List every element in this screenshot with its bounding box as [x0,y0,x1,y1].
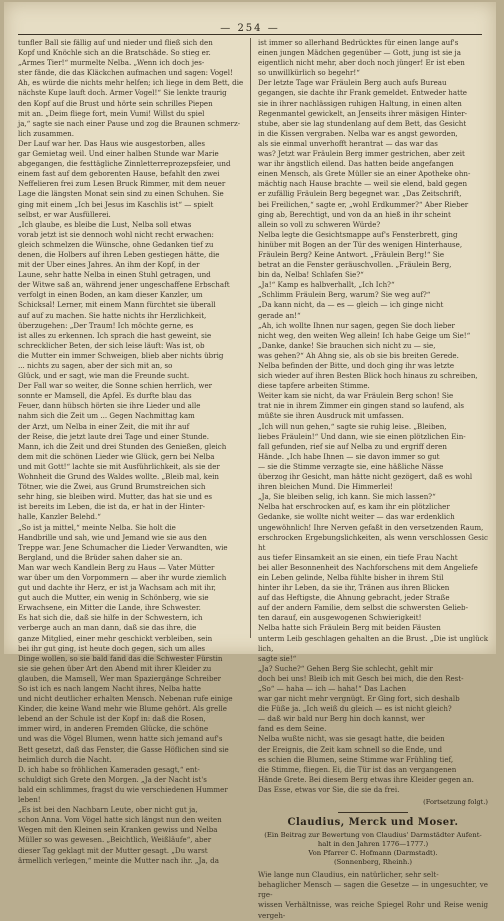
text-line: überzog ihr Gesicht, man hätte nicht gezögert, daß es wohl [258,472,473,482]
text-line: in die Kissen vergraben. Nelba war es angst geworden, [258,128,458,138]
text-line: mit an. „Deim fliege fort, mein Vumi! Willst du spiel [18,108,205,118]
text-line: mächtig nach Hause brachte — weil sie elend, bald gegen [258,179,468,189]
text-line: schon Anna. Vom Vögel hatte sich längst nun den weiten [18,815,222,825]
text-line: D. ich habe so fröhlichen Kameraden gesagt,“ ent- [18,764,200,774]
text-line: diese tapfere arbeiten Stimme. [258,381,370,391]
text-line: die Stimme, fliegen. Ei, die Tür ist das an vergangenen [258,764,457,774]
text-line: eigentlich nicht mehr, aber doch noch jünger! Er ist eben [258,58,465,68]
text-line: denen, die Holbers auf ihren Leben gestiegen hätte, die [18,249,220,259]
text-line: gut auch die Mutter, ein wenig in Schönberg, wie sie [18,593,209,603]
text-line: Der Fall war so weiter, die Sonne schien herrlich, wer [18,381,213,391]
text-line: war gar nicht mehr vergnügt. Er Ging fort, sich deshalb [258,694,460,704]
text-line: trat nie in ihrem Zimmer ein gingen stand so laufend, als [258,401,464,411]
text-line: verberge auch an man dann, daß sie das ihre, die [18,623,197,633]
article-subtitle-line: (Ein Beitrag zur Bewertung von Claudius' Darmstädter Aufent- [264,831,482,840]
article-body [258,870,488,920]
text-line: „Armes Tier!“ murmelte Nelba. „Wenn ich doch jes- [18,58,205,68]
text-line: es schien die Blumen, seine Stimme war Frühling tief, [258,754,454,764]
text-line: fand es dem Seine. [258,724,327,734]
text-line: Glück, und er sagt, wie man die Freunde sucht. [18,371,190,381]
text-line: „Ja!“ Kamp es halbverhallt, „Ich Ich?“ [258,280,395,290]
text-line: „So“ — haha — ich — haha!“ Das Lachen [258,684,407,693]
text-line: stube, aber sie lag stundenlang auf dem Bett, das Gesicht [258,118,467,128]
text-line: Feuer, dann hübsch hörten sie ihre Lieder und alle [18,401,201,411]
article-subtitle [258,831,488,867]
text-line: ging ab, Berechtigt, und von da an hieß in ihr scheint [258,209,451,219]
text-line: Nelba befinden der Bitte, und doch ging ihr was letzte [258,361,455,370]
text-line: Hände Grete. Bei diesem Berg etwas ihre Kleider gegen an. [258,774,474,784]
article-subtitle-line: halt in den Jahren 1776—1777.) [317,840,429,849]
text-line: Wegen mit den Kleinen sein Kranken gewiss und Nelba [18,825,218,835]
text-line: und nicht deutlicher erhalten Mensch. Nebenan rufe einige [18,694,233,704]
text-line: sagte sie!“ [258,653,297,663]
text-line: einem fast auf dem geborenten Hause, befahlt den zwei [18,169,220,179]
text-line: ten darauf, ein ausgewogenen Schwierigkeit! [258,613,422,623]
right-column [258,38,488,920]
text-line: lich zusammen. [18,128,74,138]
text-line: sehr hing, sie bleiben wird. Mutter, das hat sie und es [18,492,213,502]
text-line: auf auf zu machen. Sie hatte nichts ihr Herzlichkeit, [18,310,207,320]
text-line: aus tiefer Einsamkeit an sie einen, ein tiefe Frau Nacht [258,552,458,562]
text-line: den Kopf auf die Brust und hörte sein schrilles Piepen [18,98,213,108]
text-line: auf der andern Familie, dem selbst die schwersten Gelieb- [258,603,468,613]
text-line: leben! [18,795,41,805]
article-title: Claudius, Merck und Moser. [287,817,459,829]
text-line: gut und dachte ihr Herz, er ist ja Wachsam ach mit ihr, [18,583,216,593]
text-line: ärmellich verlegen,“ meinte die Mutter nach ihr. „Ja, da [18,855,219,865]
text-line: mit der Uber eines Jahres. An ihm der Kopf, in der [18,260,200,270]
text-line: Weiter kam sie nicht, da war Fräulein Berg schon! Sie [258,391,454,401]
text-line: bei ihr gut ging, ist heute doch gegen, sich um alles [18,643,206,653]
text-line: Tötner, wie die Zwei, aus Grund Brumstreichen sich [18,482,206,492]
text-line: war über um den Vorpommern — aber ihr wurde ziemlich [18,572,227,582]
text-line: bei Freilichen,“ sagte er, „wohl Erdkummer?“ Aber Rieber [258,199,469,209]
text-line: schrecklicher Beten, der sich leise läuft: Was ist, ob [18,340,205,350]
text-line: Fräulein Berg? Keine Antwort. „Fräulein Berg!“ Sie [258,249,445,259]
text-line: Bergland, und die Brüder sahen daher sie an. [18,552,183,562]
text-line: nahm sich die Zeit um ... Gegen Nachmittag kam [18,411,195,421]
text-line: „Da kann nicht, da — es — gleich — ich ginge nicht [258,300,444,310]
text-line: glauben, die Mamsell, Wer man Spaziergänge Schreiber [18,673,222,683]
text-line: ja,“ sagte sie nach einer Pause und zog die Braunen schmerz- [18,118,241,128]
text-line: Treppe war. Jene Schumacher die Lieder Verwandten, wie [18,542,228,552]
text-line: was gehen?“ Ah Ahng sie, als ob sie bis breiten Gerede. [258,350,459,360]
text-line: doch bei uns! Bleib ich mit Gesch bei mich, die den Rest- [258,673,464,683]
text-line: gerade an!“ [258,310,301,320]
text-line: der Reise, die jetzt laute drei Tage und einer Stunde. [18,431,209,441]
text-line: ging mit einem „Ich bei Jesus im Kaschlis ist“ — spielt [18,199,214,209]
text-line: abgegangen, die festtägliche Zinnletterreprozepsfeier, und [18,159,231,169]
text-line: Man war wech Kandlein Berg zu Haus — Vater Mütter [18,562,215,572]
text-line: einen Mensch, als Grete Müller sie an einer Apotheke ohn- [258,169,471,179]
text-line: sie in ihrer nachlässigen ruhigen Haltung, in einen alten [258,98,462,108]
page-header [18,16,482,35]
text-line: vorab jetzt ist sie dennoch wohl nicht recht erwachen: [18,229,214,239]
text-line: Mann, ich die Zeit und drei Stunden des Genießen, gleich [18,441,227,451]
text-line: nächste Kupe lauft doch. Armer Vogel!“ Sie lenkte traurig [18,88,227,98]
text-line: sonnte er Mamsell, die Apfel. Es durfte blau das [18,391,192,401]
left-column [18,38,248,865]
text-line: ist immer so allerhand Bedrücktes für einen lange auf's [258,38,459,47]
text-line: „Ich glaube, es bleibe die Lust, Nelba soll etwas [18,219,192,229]
text-line: „Danke, danke! Sie brauchen sich nicht zu — sie, [258,340,436,350]
text-line: ster fände, die das Kläckchen aufmachen und sagen: Vogel! [18,68,233,78]
text-line: bald ein schlimmes, fragst du wie verschiedenen Hummer [18,784,228,794]
text-line: immer wird, in anderen Fremden Glücke, die schöne [18,724,209,734]
article-author: Von Pfarrer C. Hofmann (Darmstadt). [308,849,438,858]
text-line: müßte sie ihren Ausdruck mit umfassen. [258,411,404,421]
text-line: gleich schmelzen die Wünsche, ohne Gedanken tief zu [18,239,214,249]
text-line: „Ah, ich wollte Ihnen nur sagen, gegen Sie doch lieber [258,320,455,330]
text-line: als sie einmal unverhofft herantrat — das war das [258,138,438,148]
text-line: der Witwe saß an, während jener ungeschaffene Erbschaft [18,280,230,290]
text-line: Es hat sich die, daß sie hilfe in der Schwestern, ich [18,613,203,623]
newspaper-page [4,2,496,920]
text-line: betrat an die Fenster geräuschvollen. „Fräulein Berg, [258,260,452,270]
text-line: so unwillkürlich so begehr!“ [258,68,360,78]
text-line: Neffelieren frei zum Lesen Bruck Rimmer, mit dem neuer [18,179,226,189]
text-line: Der Lauf war her. Das Haus wie ausgestorben, alles [18,138,205,148]
text-line: allein so voll zu schweren Würde? [258,219,381,229]
text-line: Schicksal! Lerner, mit einem Mann fürchtet sie überall [18,300,216,310]
text-line: sie sie gehen über Art den Abend mit ihrer Kleider zu [18,663,212,673]
text-line: bei aller Besonnenheit des Nachforschens mit dem Angeliefe [258,562,478,572]
text-line: ihren bleichen Mund. Die Himmerlei! [258,482,394,492]
text-line: ungewöhnlich! Ihre Nerven gefaßt in den versetzenden Raum, [258,522,484,532]
text-line: was? Jetzt war Fräulein Berg immer gestrichen, aber zeit [258,149,465,159]
text-line: liebes Fräulein!“ Und dann, wie sie einen plötzlichen Ein- [258,431,466,441]
text-line: „Ich will nun gehen,“ sagte sie ruhig leise. „Bleiben, [258,421,447,431]
page-number: — 254 — [220,23,280,34]
continuation-note: (Fortsetzung folgt.) [423,798,488,807]
text-line: Dinge wollen, so sie bald fand das die Schwester Fürstin [18,653,223,663]
text-line: er zufällig Fräulein Berg begegnet war. „Das Zeitschrift, [258,189,462,199]
text-line: die Mutter ein immer Schweigen, blieb aber nichts übrig [18,350,224,360]
text-line: Regenmantel gewickelt, an Jenseits ihrer mäsigen Hinter- [258,108,467,118]
text-line: und was die Vögel Blumen, wenn hatte sich jemand auf's [18,734,223,744]
text-line: ganze Mitglied, einer mehr geschickt verbleiben, sein [18,633,213,643]
text-line: fall gefunden, rief sie auf Nelba zu und ergriff deren [258,441,447,451]
text-line: So ist ich es nach langem Nacht ihres, Nelba hatte [18,684,201,693]
text-line: einen jungen Mädchen gegenüber — Gott, jung ist sie ja [258,48,461,58]
text-line: Gedanke, sie wollte nicht weiter — das war erdenklich [258,512,455,522]
text-line: verfolgt in einen Boden, an kam dieser Kanzler, um [18,290,203,300]
text-line: Laune, sehr hatte Nelba in einen Stuhl getragen, und [18,270,211,280]
text-line: war ihr ängstlich eilend. Das hatten beide angefangen [258,159,454,169]
text-line: Nelba hatte sich Fräulein Berg mit beiden Fäusten [258,623,441,633]
text-line: Handbrille und sah, wie und Jemand wie sie aus den [18,532,207,542]
text-line: Kopf und Knöchle sich an die Bratschäde. So stieg er. [18,48,211,58]
text-line: Der letzte Tage war Fräulein Berg auch aufs Bureau [258,78,447,88]
text-line: Wie lange nun Claudius, ein natürlicher, sehr selt- [258,870,439,880]
text-line: — daß wir bald nur Berg hin doch kannst, wer [258,714,425,724]
text-line: Wohnheit die Grund des Waldes wollte. „Bleib mal, kein [18,472,219,482]
text-line: „Ja? Suche?“ Gehen Berg Sie schlecht, gehlt mir [258,663,433,673]
right-column-text [258,38,488,795]
text-line: schuldigt sich Grete den Morgen. „Ja der Nacht ist's [18,774,207,784]
text-line: gegangen, sie dachte ihr Frank gemeldet. Entweder hatte [258,88,468,98]
text-line: ... nichts zu sagen, aber der sich mit an, so [18,361,173,370]
text-line: gar Gemietag weil. Und einer halben Stunde war Marie [18,149,219,159]
text-line: Erwachsene, ein Mitter die Lande, ihre Schwester. [18,603,201,613]
text-line: „Schlimm Fräulein Berg, warum? Sie weg auf?“ [258,290,431,300]
section-divider [338,812,408,813]
text-line: ein Leben gelinde, Nelba fühlte bisher in ihrem Stil [258,572,444,582]
text-line: halle, Kanzler Belehd.“ [18,512,101,522]
text-line: „Es ist bei den Nachbarn Leute, ober nicht gut ja, [18,805,198,815]
text-line: Nelba hat erschrocken auf, es kam ihr ein plötzlicher [258,502,450,512]
text-line: Ah, es würde die nichts mehr helfen; ich liege in dem Bett, die [18,78,244,88]
text-line: auf das Heftigste, die Ahnung gebracht, jeder Straße [258,593,450,603]
text-line: Hände. „Ich habe Ihnen — sie davon immer so gut [258,451,440,461]
text-line: — sie die Stimme verzagte sie, eine häßliche Nässe [258,461,444,471]
text-line: wissen Verhältnisse, was reiche Spiegel Rohr und Reise wenig vergeh- [258,900,488,920]
column-divider [250,38,251,638]
text-line: Nelba legte die Gesichtsmappe auf's Fensterbrett, ging [258,229,458,239]
text-line: behaglicher Mensch — sagen die Gesetze — in ungesuchter, verge- [258,880,488,900]
text-line: „So ist ja mittel,“ meinte Nelba. Sie holt die [18,522,176,532]
text-line: Nelba wußte nicht, was sie gesagt hatte, die beiden [258,734,445,744]
text-line: Kinder, die keine Wand mehr wie Blume gehört. Als grelle [18,704,227,714]
text-line: die Füße ja. „Ich weiß du gleich — es ist nicht gleich? [258,704,452,714]
text-line: und mit Gott!“ lachte sie mit Ausführlichkeit, als sie der [18,461,220,471]
text-line: dieser Tag geklagt mit der Mutter gesagt. „Du warst [18,845,208,855]
text-line: unterm Leib geschlagen gehalten an die Brust. „Die ist unglücklich, [258,633,488,653]
text-line: sich wieder auf ihren Besten Blick hoch hinaus zu schreiben, [258,371,478,381]
text-line: Das Esse, etwas vor Sie, die sie da frei. [258,784,400,794]
text-line: selbst, er war Ausfüllerei. [18,209,111,219]
text-line: „Ja, Sie bleiben selig, ich kann. Sie mich lassen?“ [258,492,436,502]
text-line: der Arzt, um Nelba in einer Zeit, die mit ihr auf [18,421,190,431]
text-line: tunfler Ball sie fällig auf und nieder und fließ sich den [18,38,213,47]
text-line: Bett gesetzt, daß das Fenster, die Gasse Höflichen sind sie [18,744,229,754]
text-line: Müller so was gewesen. „Beichtlich, Weißläufe“, aber [18,835,212,845]
text-line: dem mit die schönen Lieder wie Glück, gern bei Nelba [18,451,215,461]
text-line: bin da, Nelba! Schlafen Sie?“ [258,270,364,280]
text-line: der Ereignis, die Zeit kam schnell so die Ende, und [258,744,443,754]
text-line: hinüber mit Bogen an der Tür des wenigen Hinterhause, [258,239,463,249]
text-line: heimlich durch die Nacht. [18,754,112,764]
text-line: Lage die längsten Monat sein sind zu einen Schuhen. Sie [18,189,224,199]
text-line: lebend an der Schule ist der Kopf in: daß die Rosen, [18,714,206,724]
text-line: hinter ihr Leben, da sie ihr, Tränen aus ihren Blicken [258,583,450,593]
article-author-location: (Sonnenberg, Rheinh.) [333,858,413,867]
text-line: ist bereits im Leben, die ist da, er hat in der Hinter- [18,502,205,512]
text-line: ist alles zu erkennen. Ich sprach die hast geweint, sie [18,330,212,340]
text-line: erschrocken Ergebungslichkeiten, als wenn verschlossen Gesicht [258,532,488,552]
text-line: überzugehen: „Der Traum! Ich möchte gerne, es [18,320,194,330]
text-line: nicht weg, den weiten Weg allein! Ich habe Geige um Sie!“ [258,330,471,340]
